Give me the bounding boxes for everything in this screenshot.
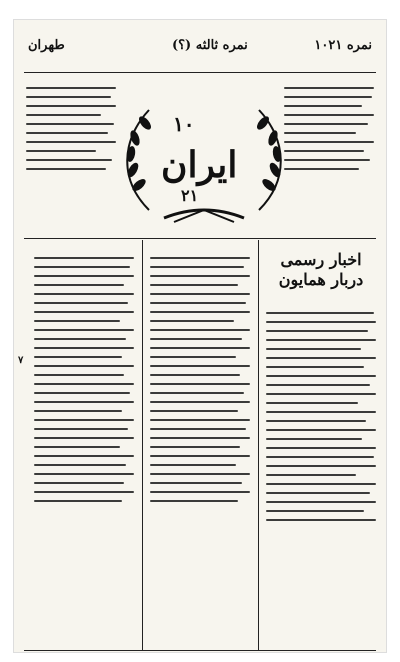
- logo-top-number: ۱۰: [173, 112, 195, 136]
- top-rule: [24, 72, 376, 73]
- right-column-heading: اخبار رسمی دربار همایون: [278, 250, 364, 289]
- middle-column-text: [150, 250, 250, 509]
- column-divider: [142, 240, 143, 650]
- logo-bottom-number: ۲۱: [181, 186, 199, 205]
- bottom-rule: [24, 650, 376, 651]
- issue-number: نمره ۱۰۲۱: [314, 38, 372, 53]
- right-column-text: [266, 305, 376, 528]
- left-info-box: [26, 80, 116, 177]
- masthead-logo: [109, 90, 299, 230]
- column-divider: [258, 240, 259, 650]
- masthead-bottom-rule: [24, 238, 376, 239]
- newspaper-page: [14, 20, 386, 652]
- city-name: طهران: [28, 38, 65, 53]
- side-mark: ۷: [18, 355, 24, 366]
- logo-title: ایران: [161, 144, 238, 186]
- top-bar: [22, 30, 378, 70]
- left-column-text: [34, 250, 134, 509]
- center-banner: نمره ثالثه (؟): [172, 38, 248, 53]
